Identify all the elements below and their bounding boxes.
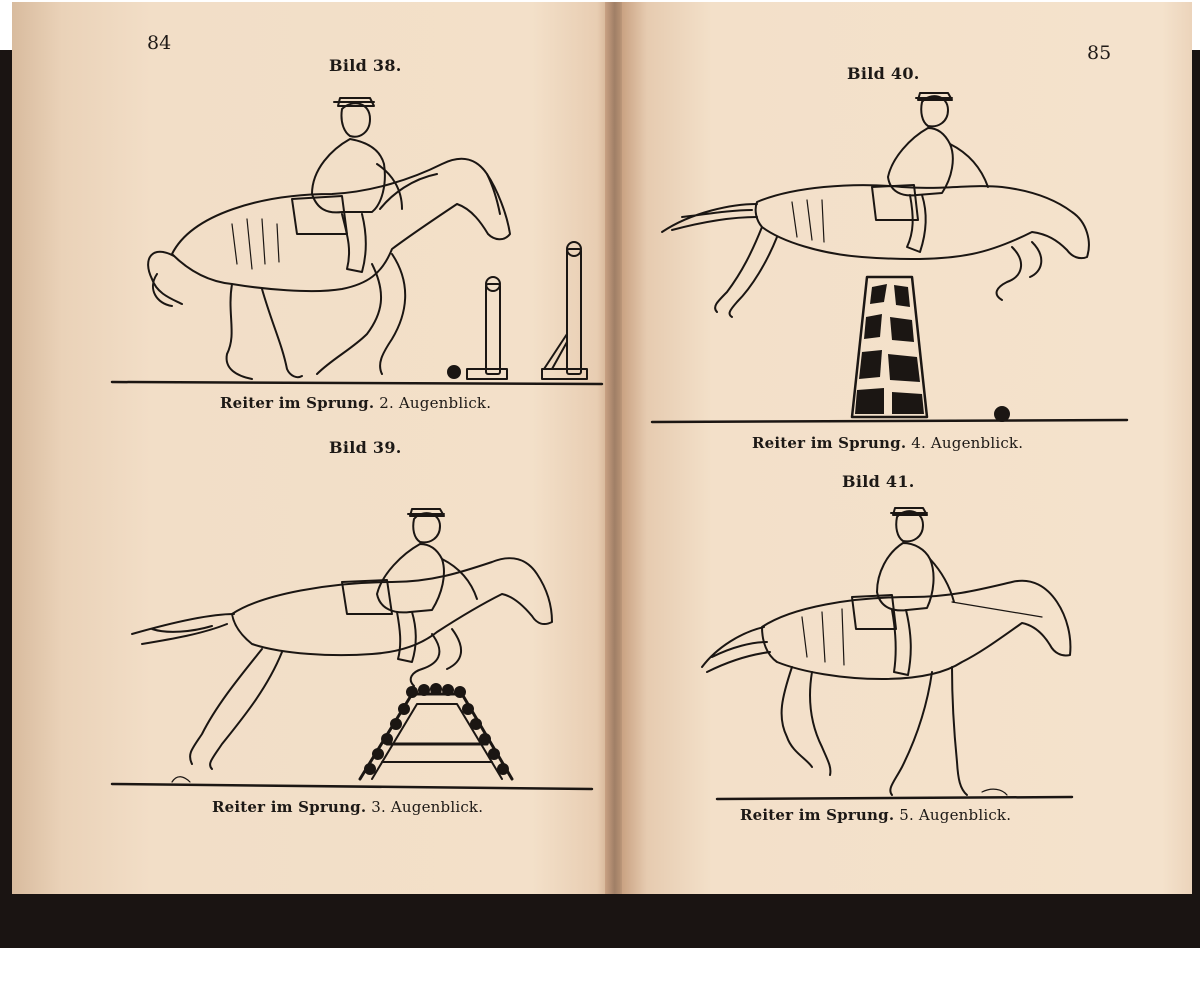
page-number-right: 85 (1087, 42, 1112, 64)
figure-caption-39 (212, 798, 483, 816)
figure-title-41: Bild 41. (842, 472, 915, 491)
figure-caption-41 (740, 806, 1011, 824)
figure-title-39: Bild 39. (329, 438, 402, 457)
caption-bold-40: Reiter im Sprung. (752, 434, 907, 452)
illustration-rider-jump-2 (112, 84, 612, 394)
figure-caption-38 (220, 394, 491, 412)
caption-bold-38: Reiter im Sprung. (220, 394, 375, 412)
caption-bold-39: Reiter im Sprung. (212, 798, 367, 816)
figure-caption-40 (752, 434, 1023, 452)
illustration-rider-jump-5 (682, 497, 1152, 802)
left-page (12, 2, 612, 894)
caption-rest-41: 5. Augenblick. (899, 806, 1012, 824)
illustration-rider-jump-3 (112, 464, 612, 784)
caption-rest-39: 3. Augenblick. (371, 798, 484, 816)
caption-bold-41: Reiter im Sprung. (740, 806, 895, 824)
illustration-rider-jump-4 (652, 92, 1162, 427)
page-number-left: 84 (147, 32, 172, 54)
right-page (622, 2, 1192, 894)
caption-rest-38: 2. Augenblick. (379, 394, 492, 412)
figure-title-38: Bild 38. (329, 56, 402, 75)
figure-title-40: Bild 40. (847, 64, 920, 83)
caption-rest-40: 4. Augenblick. (911, 434, 1024, 452)
